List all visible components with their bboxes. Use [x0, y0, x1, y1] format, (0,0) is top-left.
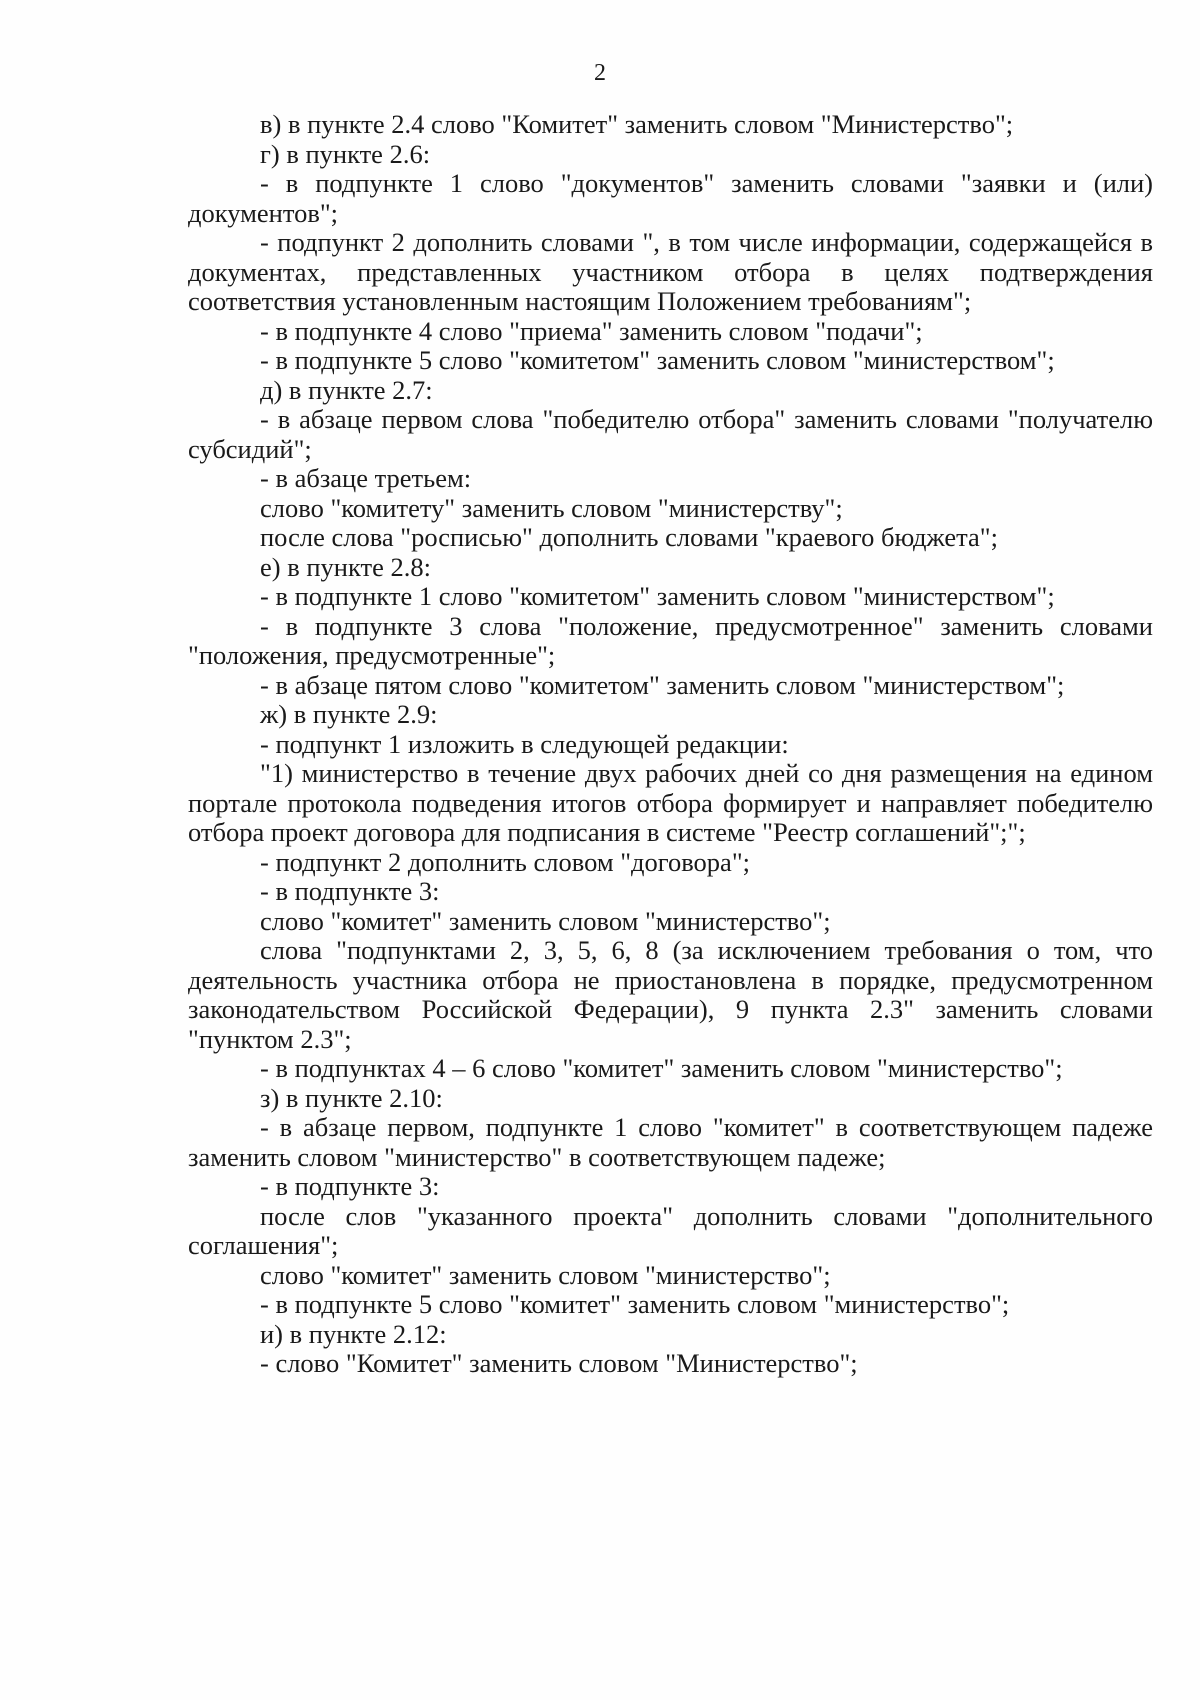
- paragraph: - в подпункте 1 слово "комитетом" заменить словом "министерством";: [260, 581, 1055, 611]
- paragraph: - в подпункте 3:: [260, 876, 440, 906]
- paragraph: - подпункт 2 дополнить словами ", в том числе информации, содержащейся в документах, представленных участником отбора в целях подтверждения соответствия установленным настоящим Положением требованиям";: [188, 227, 1153, 316]
- paragraph: д) в пункте 2.7:: [260, 374, 433, 405]
- paragraph: после слова "росписью" дополнить словами "краевого бюджета";: [260, 522, 998, 552]
- paragraph: з) в пункте 2.10:: [260, 1082, 443, 1113]
- paragraph: - подпункт 2 дополнить словом "договора";: [260, 846, 751, 877]
- paragraph: е) в пункте 2.8:: [260, 551, 431, 582]
- paragraph: слово "комитет" заменить словом "министерство";: [260, 1259, 831, 1290]
- paragraph: г) в пункте 2.6:: [260, 138, 431, 169]
- paragraph: - в подпунктах 4 – 6 слово "комитет" заменить словом "министерство";: [260, 1053, 1063, 1083]
- paragraph: - в абзаце первом, подпункте 1 слово "комитет" в соответствующем падеже заменить словом "министерство" в соответствующем падеже;: [188, 1112, 1153, 1172]
- paragraph: - в подпункте 5 слово "комитетом" заменить словом "министерством";: [260, 345, 1055, 375]
- paragraph: после слов "указанного проекта" дополнить словами "дополнительного соглашения";: [188, 1200, 1153, 1260]
- paragraph: - в абзаце пятом слово "комитетом" заменить словом "министерством";: [260, 669, 1065, 700]
- paragraph: - в абзаце первом слова "победителю отбора" заменить словами "получателю субсидий";: [188, 404, 1153, 464]
- paragraph: ж) в пункте 2.9:: [260, 699, 438, 729]
- paragraph: - подпункт 1 изложить в следующей редакции:: [260, 728, 789, 759]
- document-body: [188, 110, 1153, 1379]
- paragraph: - в подпункте 5 слово "комитет" заменить словом "министерство";: [260, 1289, 1010, 1319]
- page-number: 2: [594, 60, 606, 86]
- paragraph: слово "комитету" заменить словом "министерству";: [260, 492, 843, 523]
- paragraph: "1) министерство в течение двух рабочих дней со дня размещения на едином портале протокола подведения итогов отбора формирует и направляет победителю отбора проект договора для подписания в системе "Реестр соглашений";";: [188, 758, 1153, 847]
- paragraph: - в подпункте 3:: [260, 1171, 440, 1201]
- paragraph: - в подпункте 1 слово "документов" заменить словами "заявки и (или) документов";: [188, 168, 1153, 228]
- paragraph: слова "подпунктами 2, 3, 5, 6, 8 (за исключением требования о том, что деятельность участника отбора не приостановлена в порядке, предусмотренном законодательством Российской Федерации), 9 пункта 2.3" заменить словами "пунктом 2.3";: [188, 935, 1153, 1054]
- paragraph: - в абзаце третьем:: [260, 463, 472, 493]
- paragraph: - слово "Комитет" заменить словом "Министерство";: [260, 1348, 858, 1378]
- paragraph: в) в пункте 2.4 слово "Комитет" заменить словом "Министерство";: [260, 109, 1014, 139]
- paragraph: - в подпункте 3 слова "положение, предусмотренное" заменить словами "положения, предусмотренные";: [188, 610, 1153, 670]
- paragraph: и) в пункте 2.12:: [260, 1318, 447, 1349]
- paragraph: слово "комитет" заменить словом "министерство";: [260, 905, 831, 936]
- paragraph: - в подпункте 4 слово "приема" заменить словом "подачи";: [260, 315, 923, 346]
